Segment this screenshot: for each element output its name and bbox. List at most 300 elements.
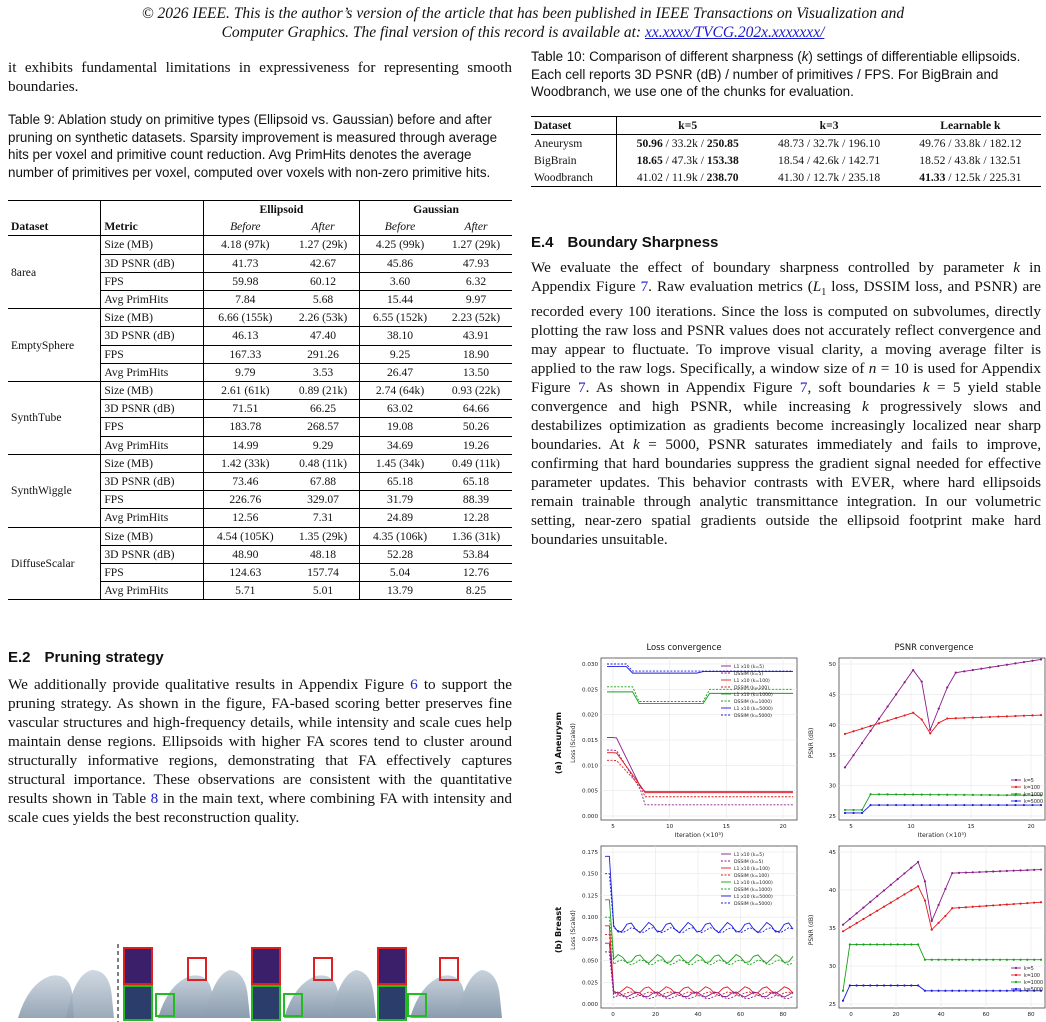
loss-legend-entry: DSSIM (k=100) bbox=[734, 686, 770, 691]
loss-a-ytick: 0.030 bbox=[581, 662, 598, 668]
table-cell: 65.18 bbox=[360, 473, 440, 491]
table-cell: 3.60 bbox=[360, 272, 440, 290]
series-line-marker bbox=[972, 794, 974, 796]
series-line-marker bbox=[856, 943, 858, 945]
table-cell: 0.93 (22k) bbox=[451, 384, 501, 398]
table-cell: 2.26 (53k) bbox=[287, 309, 360, 327]
series-line-marker bbox=[844, 812, 846, 814]
series-line-marker bbox=[842, 924, 844, 926]
primitives-value: / 12.7k / bbox=[804, 171, 849, 185]
fps-value: 142.71 bbox=[848, 153, 881, 167]
series-line-marker bbox=[1013, 959, 1015, 961]
series-line-marker bbox=[1023, 715, 1025, 717]
series-line-marker bbox=[904, 681, 906, 683]
psnr-a-xtick: 5 bbox=[849, 824, 853, 830]
series-line-marker bbox=[895, 693, 897, 695]
table-cell: 42.67 bbox=[287, 254, 360, 272]
series-line-marker bbox=[980, 804, 982, 806]
psnr-a-xlabel: Iteration (×10³) bbox=[917, 832, 967, 839]
psnr-legend-marker bbox=[1015, 786, 1017, 788]
loss-a-ytick: 0.005 bbox=[581, 788, 598, 795]
series-line-marker bbox=[869, 725, 871, 727]
series-line-marker bbox=[1040, 658, 1042, 660]
series-line-marker bbox=[876, 984, 878, 986]
table-cell: 7.84 bbox=[203, 291, 287, 309]
series-line-marker bbox=[1033, 902, 1035, 904]
series-line-marker bbox=[937, 922, 939, 924]
series-line-marker bbox=[887, 705, 889, 707]
table9 bbox=[8, 200, 512, 600]
metric-name: 3D PSNR (dB) bbox=[101, 545, 203, 563]
psnr-b-xtick: 60 bbox=[982, 1012, 990, 1018]
psnr-legend-entry: k=5 bbox=[1024, 967, 1034, 972]
right-column bbox=[531, 48, 1044, 1018]
series-line-marker bbox=[910, 889, 912, 891]
series-line-marker bbox=[992, 990, 994, 992]
loss-legend-entry: DSSIM (k=5000) bbox=[734, 714, 772, 719]
series-line-marker bbox=[921, 793, 923, 795]
figure-6-ref[interactable]: 6 bbox=[410, 676, 418, 694]
series-line-marker bbox=[849, 926, 851, 928]
section-e2-title: Pruning strategy bbox=[44, 649, 164, 667]
series-line-marker bbox=[1006, 903, 1008, 905]
series-line-marker bbox=[924, 990, 926, 992]
series-line-marker bbox=[951, 907, 953, 909]
table-cell: 5.01 bbox=[287, 582, 360, 600]
section-e4-number: E.4 bbox=[531, 234, 554, 252]
table-cell: 9.29 bbox=[287, 436, 360, 454]
series-line-marker bbox=[958, 990, 960, 992]
series-line-marker bbox=[903, 984, 905, 986]
series-line-marker bbox=[1033, 869, 1035, 871]
series-line-marker bbox=[1040, 868, 1042, 870]
inline-math: Figure 7 bbox=[752, 379, 808, 397]
series-line-marker bbox=[862, 907, 864, 909]
series-line-marker bbox=[997, 804, 999, 806]
psnr-a-ytick: 35 bbox=[828, 753, 836, 760]
series-line-marker bbox=[1014, 662, 1016, 664]
table-cell: 73.46 bbox=[203, 473, 287, 491]
table-cell: 5.04 bbox=[360, 564, 440, 582]
series-line-marker bbox=[924, 899, 926, 901]
series-line-marker bbox=[924, 959, 926, 961]
series-line-marker bbox=[917, 861, 919, 863]
series-line-marker bbox=[980, 794, 982, 796]
table-cell: 6.32 bbox=[440, 272, 512, 290]
series-line-marker bbox=[946, 804, 948, 806]
table-cell: 1.27 (29k) bbox=[287, 236, 360, 254]
table-row bbox=[8, 309, 512, 327]
fps-value: 250.85 bbox=[706, 136, 739, 150]
series-line-marker bbox=[1014, 804, 1016, 806]
table-cell: 5.68 bbox=[287, 291, 360, 309]
series-line-marker bbox=[861, 728, 863, 730]
table-cell: 291.26 bbox=[287, 345, 360, 363]
series-line-marker bbox=[951, 959, 953, 961]
table-cell: 4.18 (97k) bbox=[221, 238, 270, 252]
fig7-title-loss: Loss convergence bbox=[646, 642, 722, 652]
table-cell: 1.35 (29k) bbox=[287, 527, 360, 545]
series-line-marker bbox=[921, 804, 923, 806]
series-line-marker bbox=[917, 885, 919, 887]
figure-7-ref[interactable]: 7 bbox=[578, 379, 586, 397]
series-line-marker bbox=[1006, 715, 1008, 717]
psnr-legend-entry: k=1000 bbox=[1024, 793, 1044, 798]
psnr-a-ytick: 45 bbox=[828, 692, 836, 699]
loss-b-ytick: 0.150 bbox=[581, 871, 598, 878]
t10-caption-b: ) settings of differentiable ellipsoids. Each cell reports 3D PSNR (dB) / number of primitives / FPS. For BigBrain and Woodbranch, we use one of the chunks for evaluation. bbox=[531, 49, 1021, 99]
series-line-marker bbox=[963, 717, 965, 719]
fig7-ylabel-loss-b: Loss (Scaled) bbox=[570, 910, 577, 950]
series-line-marker bbox=[929, 729, 931, 731]
series-line-marker bbox=[989, 804, 991, 806]
series-line-marker bbox=[895, 717, 897, 719]
t9-header-before-g: Before bbox=[384, 220, 416, 234]
inline-math: k bbox=[862, 398, 869, 416]
series-line-marker bbox=[972, 990, 974, 992]
table-cell: 7.31 bbox=[287, 509, 360, 527]
series-line-marker bbox=[910, 943, 912, 945]
left-column bbox=[8, 58, 512, 827]
series-line-marker bbox=[903, 893, 905, 895]
loss-a-xtick: 5 bbox=[611, 824, 615, 830]
table-cell: 13.79 bbox=[360, 582, 440, 600]
table-cell: 50.26 bbox=[440, 418, 512, 436]
series-line-marker bbox=[931, 959, 933, 961]
header-line-2-text: Computer Graphics. The final version of this record is available at: bbox=[221, 24, 645, 41]
loss-legend-entry: L1 x10 (k=5) bbox=[734, 853, 764, 858]
table-cell: 26.47 bbox=[360, 363, 440, 381]
fps-value: 132.51 bbox=[989, 153, 1022, 167]
psnr-value: 50.96 bbox=[636, 136, 663, 150]
loss-a-xtick: 20 bbox=[779, 824, 787, 830]
series-line-marker bbox=[1031, 660, 1033, 662]
psnr-b-ytick: 35 bbox=[828, 926, 836, 932]
primitives-value: / 43.8k / bbox=[945, 153, 990, 167]
series-line-marker bbox=[955, 717, 957, 719]
table-cell: 59.98 bbox=[203, 272, 287, 290]
metric-name: Size (MB) bbox=[101, 527, 203, 545]
series-line-marker bbox=[992, 904, 994, 906]
metric-name: Avg PrimHits bbox=[101, 363, 203, 381]
series-line-marker bbox=[876, 910, 878, 912]
series-line-marker bbox=[897, 878, 899, 880]
series-line-marker bbox=[862, 943, 864, 945]
series-line-marker bbox=[951, 990, 953, 992]
loss-legend-entry: L1 x10 (k=5) bbox=[734, 665, 764, 670]
loss-b-ytick: 0.050 bbox=[581, 958, 598, 965]
series-line-marker bbox=[1006, 804, 1008, 806]
series-line-marker bbox=[1013, 903, 1015, 905]
series-line-marker bbox=[1014, 715, 1016, 717]
series-line-marker bbox=[929, 732, 931, 734]
dataset-name: 8area bbox=[8, 236, 101, 309]
loss-legend-entry: L1 x10 (k=100) bbox=[734, 867, 770, 872]
table-cell: 34.69 bbox=[360, 436, 440, 454]
table-cell: 31.79 bbox=[360, 491, 440, 509]
series-line-marker bbox=[1006, 959, 1008, 961]
t10-header: k=5 bbox=[678, 118, 698, 132]
series-line-marker bbox=[842, 990, 844, 992]
series-line-marker bbox=[878, 804, 880, 806]
psnr-a-xtick: 10 bbox=[907, 824, 915, 830]
dataset-name: EmptySphere bbox=[8, 309, 101, 382]
series-line-marker bbox=[1019, 990, 1021, 992]
table-row bbox=[531, 134, 1041, 152]
loss-b-xtick: 40 bbox=[694, 1012, 702, 1018]
table-cell: 67.88 bbox=[287, 473, 360, 491]
loss-b-ytick: 0.125 bbox=[581, 893, 598, 900]
doi-link[interactable]: xx.xxxx/TVCG.202x.xxxxxxx/ bbox=[644, 24, 825, 41]
series-line-marker bbox=[862, 918, 864, 920]
series-line-marker bbox=[958, 907, 960, 909]
loss-legend-entry: DSSIM (k=5) bbox=[734, 860, 764, 865]
table-cell bbox=[758, 152, 899, 169]
table-cell: 5.71 bbox=[203, 582, 287, 600]
table-cell: 14.99 bbox=[203, 436, 287, 454]
loss-legend-entry: L1 x10 (k=5000) bbox=[734, 895, 773, 900]
series-line-marker bbox=[937, 959, 939, 961]
t9-header-metric: Metric bbox=[101, 218, 203, 236]
loss-legend-entry: DSSIM (k=5000) bbox=[734, 902, 772, 907]
psnr-legend-entry: k=100 bbox=[1024, 974, 1040, 979]
table-cell: 0.89 (21k) bbox=[287, 382, 360, 400]
series-line-marker bbox=[878, 718, 880, 720]
metric-name: FPS bbox=[101, 345, 203, 363]
series-line-marker bbox=[897, 897, 899, 899]
series-line-marker bbox=[856, 912, 858, 914]
table-cell: 63.02 bbox=[360, 400, 440, 418]
loss-b-xtick: 0 bbox=[611, 1012, 615, 1018]
inline-math: $L_1$ bbox=[812, 278, 827, 299]
loss-a-xtick: 10 bbox=[666, 824, 674, 830]
psnr-b-xtick: 0 bbox=[849, 1012, 853, 1018]
table-cell: 43.91 bbox=[440, 327, 512, 345]
table-cell bbox=[900, 134, 1041, 152]
psnr-legend-marker bbox=[1015, 779, 1017, 781]
psnr-a-ytick: 25 bbox=[828, 814, 836, 820]
psnr-legend-marker bbox=[1015, 981, 1017, 983]
dataset-name: BigBrain bbox=[531, 152, 617, 169]
series-line-marker bbox=[1013, 990, 1015, 992]
series-line-marker bbox=[921, 680, 923, 682]
psnr-value: 41.30 bbox=[778, 171, 805, 185]
series-line-marker bbox=[852, 812, 854, 814]
metric-name: 3D PSNR (dB) bbox=[101, 400, 203, 418]
table-cell: 24.89 bbox=[360, 509, 440, 527]
figure6-panel-c bbox=[252, 948, 376, 1020]
series-line-marker bbox=[890, 943, 892, 945]
loss-legend-entry: DSSIM (k=1000) bbox=[734, 700, 772, 705]
series-line-marker bbox=[869, 914, 871, 916]
series-line-marker bbox=[999, 870, 1001, 872]
series-line-marker bbox=[1026, 869, 1028, 871]
table-cell: 2.74 (64k) bbox=[375, 384, 425, 398]
series-line-marker bbox=[856, 922, 858, 924]
fig7-title-psnr: PSNR convergence bbox=[894, 642, 974, 652]
series-line-marker bbox=[887, 793, 889, 795]
loss-legend-entry: L1 x10 (k=100) bbox=[734, 679, 770, 684]
table-cell: 65.18 bbox=[440, 473, 512, 491]
series-line-marker bbox=[938, 804, 940, 806]
table-8-ref[interactable]: 8 bbox=[150, 790, 159, 808]
series-line-marker bbox=[1031, 714, 1033, 716]
series-line-marker bbox=[844, 766, 846, 768]
series-line-marker bbox=[862, 984, 864, 986]
psnr-b-ytick: 45 bbox=[828, 850, 836, 856]
section-e4-heading bbox=[531, 234, 1041, 251]
metric-name: Avg PrimHits bbox=[101, 291, 203, 309]
t9-header-after-g: After bbox=[464, 220, 488, 234]
loss-a-ytick: 0.010 bbox=[581, 763, 598, 770]
series-line-marker bbox=[931, 920, 933, 922]
series-line-marker bbox=[903, 872, 905, 874]
series-line-marker bbox=[946, 794, 948, 796]
loss-b-ytick: 0.000 bbox=[581, 1002, 598, 1008]
fig7-ylabel-psnr-a: PSNR (dB) bbox=[808, 727, 815, 759]
series-line-marker bbox=[849, 918, 851, 920]
table-cell: 9.97 bbox=[440, 291, 512, 309]
psnr-value: 18.54 bbox=[778, 153, 805, 167]
table-cell: 6.55 (152k) bbox=[372, 311, 428, 325]
t9-header-before: Before bbox=[230, 220, 261, 234]
section-e2-number: E.2 bbox=[8, 649, 31, 667]
table-cell bbox=[617, 169, 759, 187]
table-row bbox=[531, 152, 1041, 169]
table-cell: 66.25 bbox=[287, 400, 360, 418]
psnr-b-xtick: 80 bbox=[1027, 1012, 1035, 1018]
psnr-value: 18.65 bbox=[636, 153, 663, 167]
series-line-marker bbox=[958, 872, 960, 874]
t10-caption-a: Table 10: Comparison of different sharpness ( bbox=[531, 49, 802, 64]
series-line-marker bbox=[912, 669, 914, 671]
t9-header-gaussian: Gaussian bbox=[413, 203, 459, 216]
table10 bbox=[531, 116, 1041, 188]
series-line-marker bbox=[929, 804, 931, 806]
table-row bbox=[8, 527, 512, 545]
loss-a-ytick: 0.000 bbox=[581, 814, 598, 820]
table-cell bbox=[758, 169, 899, 187]
figure6-thumbnails bbox=[8, 944, 512, 1022]
series-line-marker bbox=[890, 984, 892, 986]
t9-header-after: After bbox=[287, 218, 360, 236]
series-line-marker bbox=[938, 794, 940, 796]
table-cell: 157.74 bbox=[287, 564, 360, 582]
dataset-name: Aneurysm bbox=[531, 134, 617, 152]
series-line-marker bbox=[842, 930, 844, 932]
series-line-marker bbox=[963, 670, 965, 672]
series-line-marker bbox=[890, 901, 892, 903]
series-line-marker bbox=[883, 889, 885, 891]
table-row bbox=[8, 454, 512, 472]
fps-value: 182.12 bbox=[989, 136, 1022, 150]
series-line-marker bbox=[910, 984, 912, 986]
psnr-legend-entry: k=5000 bbox=[1024, 988, 1044, 993]
table-cell: 60.12 bbox=[287, 272, 360, 290]
series-line-marker bbox=[878, 793, 880, 795]
table-cell bbox=[758, 134, 899, 152]
series-line-marker bbox=[946, 717, 948, 719]
series-line-marker bbox=[883, 906, 885, 908]
dataset-name: SynthTube bbox=[8, 382, 101, 455]
table-cell: 4.35 (106k) bbox=[372, 529, 428, 543]
series-line-marker bbox=[869, 943, 871, 945]
psnr-value: 41.33 bbox=[919, 171, 946, 185]
section-e4-title: Boundary Sharpness bbox=[567, 234, 719, 252]
series-line-marker bbox=[1019, 869, 1021, 871]
series-line-marker bbox=[955, 794, 957, 796]
fps-value: 196.10 bbox=[848, 136, 881, 150]
series-line-marker bbox=[1023, 661, 1025, 663]
series-line-marker bbox=[944, 915, 946, 917]
dataset-name: Woodbranch bbox=[531, 169, 617, 187]
e2-text-1: We additionally provide qualitative results in Appendix Figure bbox=[8, 676, 411, 694]
table-cell: 15.44 bbox=[360, 291, 440, 309]
table-cell: 183.78 bbox=[203, 418, 287, 436]
loss-legend-entry: L1 x10 (k=5000) bbox=[734, 707, 773, 712]
series-line-marker bbox=[910, 867, 912, 869]
series-line-marker bbox=[972, 871, 974, 873]
table-cell: 4.25 (99k) bbox=[375, 238, 425, 252]
table-cell: 2.61 (61k) bbox=[221, 384, 270, 398]
loss-a-ytick: 0.015 bbox=[581, 738, 598, 744]
table-row bbox=[8, 382, 512, 400]
series-line-marker bbox=[999, 990, 1001, 992]
table-cell: 8.25 bbox=[440, 582, 512, 600]
series-line-marker bbox=[887, 720, 889, 722]
dataset-name: SynthWiggle bbox=[8, 454, 101, 527]
loss-legend-entry: DSSIM (k=5) bbox=[734, 672, 764, 677]
series-line-marker bbox=[999, 959, 1001, 961]
series-line-marker bbox=[1040, 901, 1042, 903]
table-cell: 9.25 bbox=[360, 345, 440, 363]
t10-header: Dataset bbox=[531, 116, 617, 134]
series-line-marker bbox=[1006, 870, 1008, 872]
series-line-marker bbox=[887, 804, 889, 806]
series-line-marker bbox=[861, 812, 863, 814]
series-line-marker bbox=[1006, 664, 1008, 666]
header-line-1: © 2026 IEEE. This is the author’s version of the article that has been published in IEEE Transactions on Visualization and bbox=[141, 5, 905, 22]
series-line-marker bbox=[985, 871, 987, 873]
fps-value: 238.70 bbox=[706, 171, 739, 185]
series-line-marker bbox=[951, 872, 953, 874]
figure-7-ref[interactable]: 7 bbox=[799, 379, 808, 397]
dataset-name: DiffuseScalar bbox=[8, 527, 101, 600]
metric-name: Avg PrimHits bbox=[101, 436, 203, 454]
table-cell bbox=[617, 134, 759, 152]
series-line-marker bbox=[955, 804, 957, 806]
t9-header-blank2 bbox=[101, 201, 203, 219]
loss-legend-entry: DSSIM (k=1000) bbox=[734, 888, 772, 893]
table9-caption: Table 9: Ablation study on primitive types (Ellipsoid vs. Gaussian) before and after pruning on synthetic datasets. Sparsity improvement is measured through average hits per voxel and primitive count reduction. Avg PrimHits denotes the average number of primitives per voxel, computed over voxels with non-zero primitive hits. bbox=[8, 112, 498, 180]
series-line-marker bbox=[963, 804, 965, 806]
series-line-marker bbox=[931, 929, 933, 931]
loss-a-xtick: 15 bbox=[722, 824, 730, 830]
psnr-legend-marker bbox=[1015, 800, 1017, 802]
figure-7-ref[interactable]: 7 bbox=[640, 278, 649, 296]
series-line-marker bbox=[978, 905, 980, 907]
t9-header-ellipsoid: Ellipsoid bbox=[203, 201, 359, 219]
loss-b-xtick: 20 bbox=[651, 1012, 660, 1018]
psnr-b-ytick: 40 bbox=[828, 888, 836, 894]
series-line-marker bbox=[904, 793, 906, 795]
metric-name: Size (MB) bbox=[101, 382, 203, 400]
fig7-row-label-breast: (b) Breast bbox=[553, 906, 563, 954]
series-line-marker bbox=[842, 1000, 844, 1002]
series-line-marker bbox=[904, 804, 906, 806]
table-cell: 9.79 bbox=[203, 363, 287, 381]
series-line-marker bbox=[997, 665, 999, 667]
